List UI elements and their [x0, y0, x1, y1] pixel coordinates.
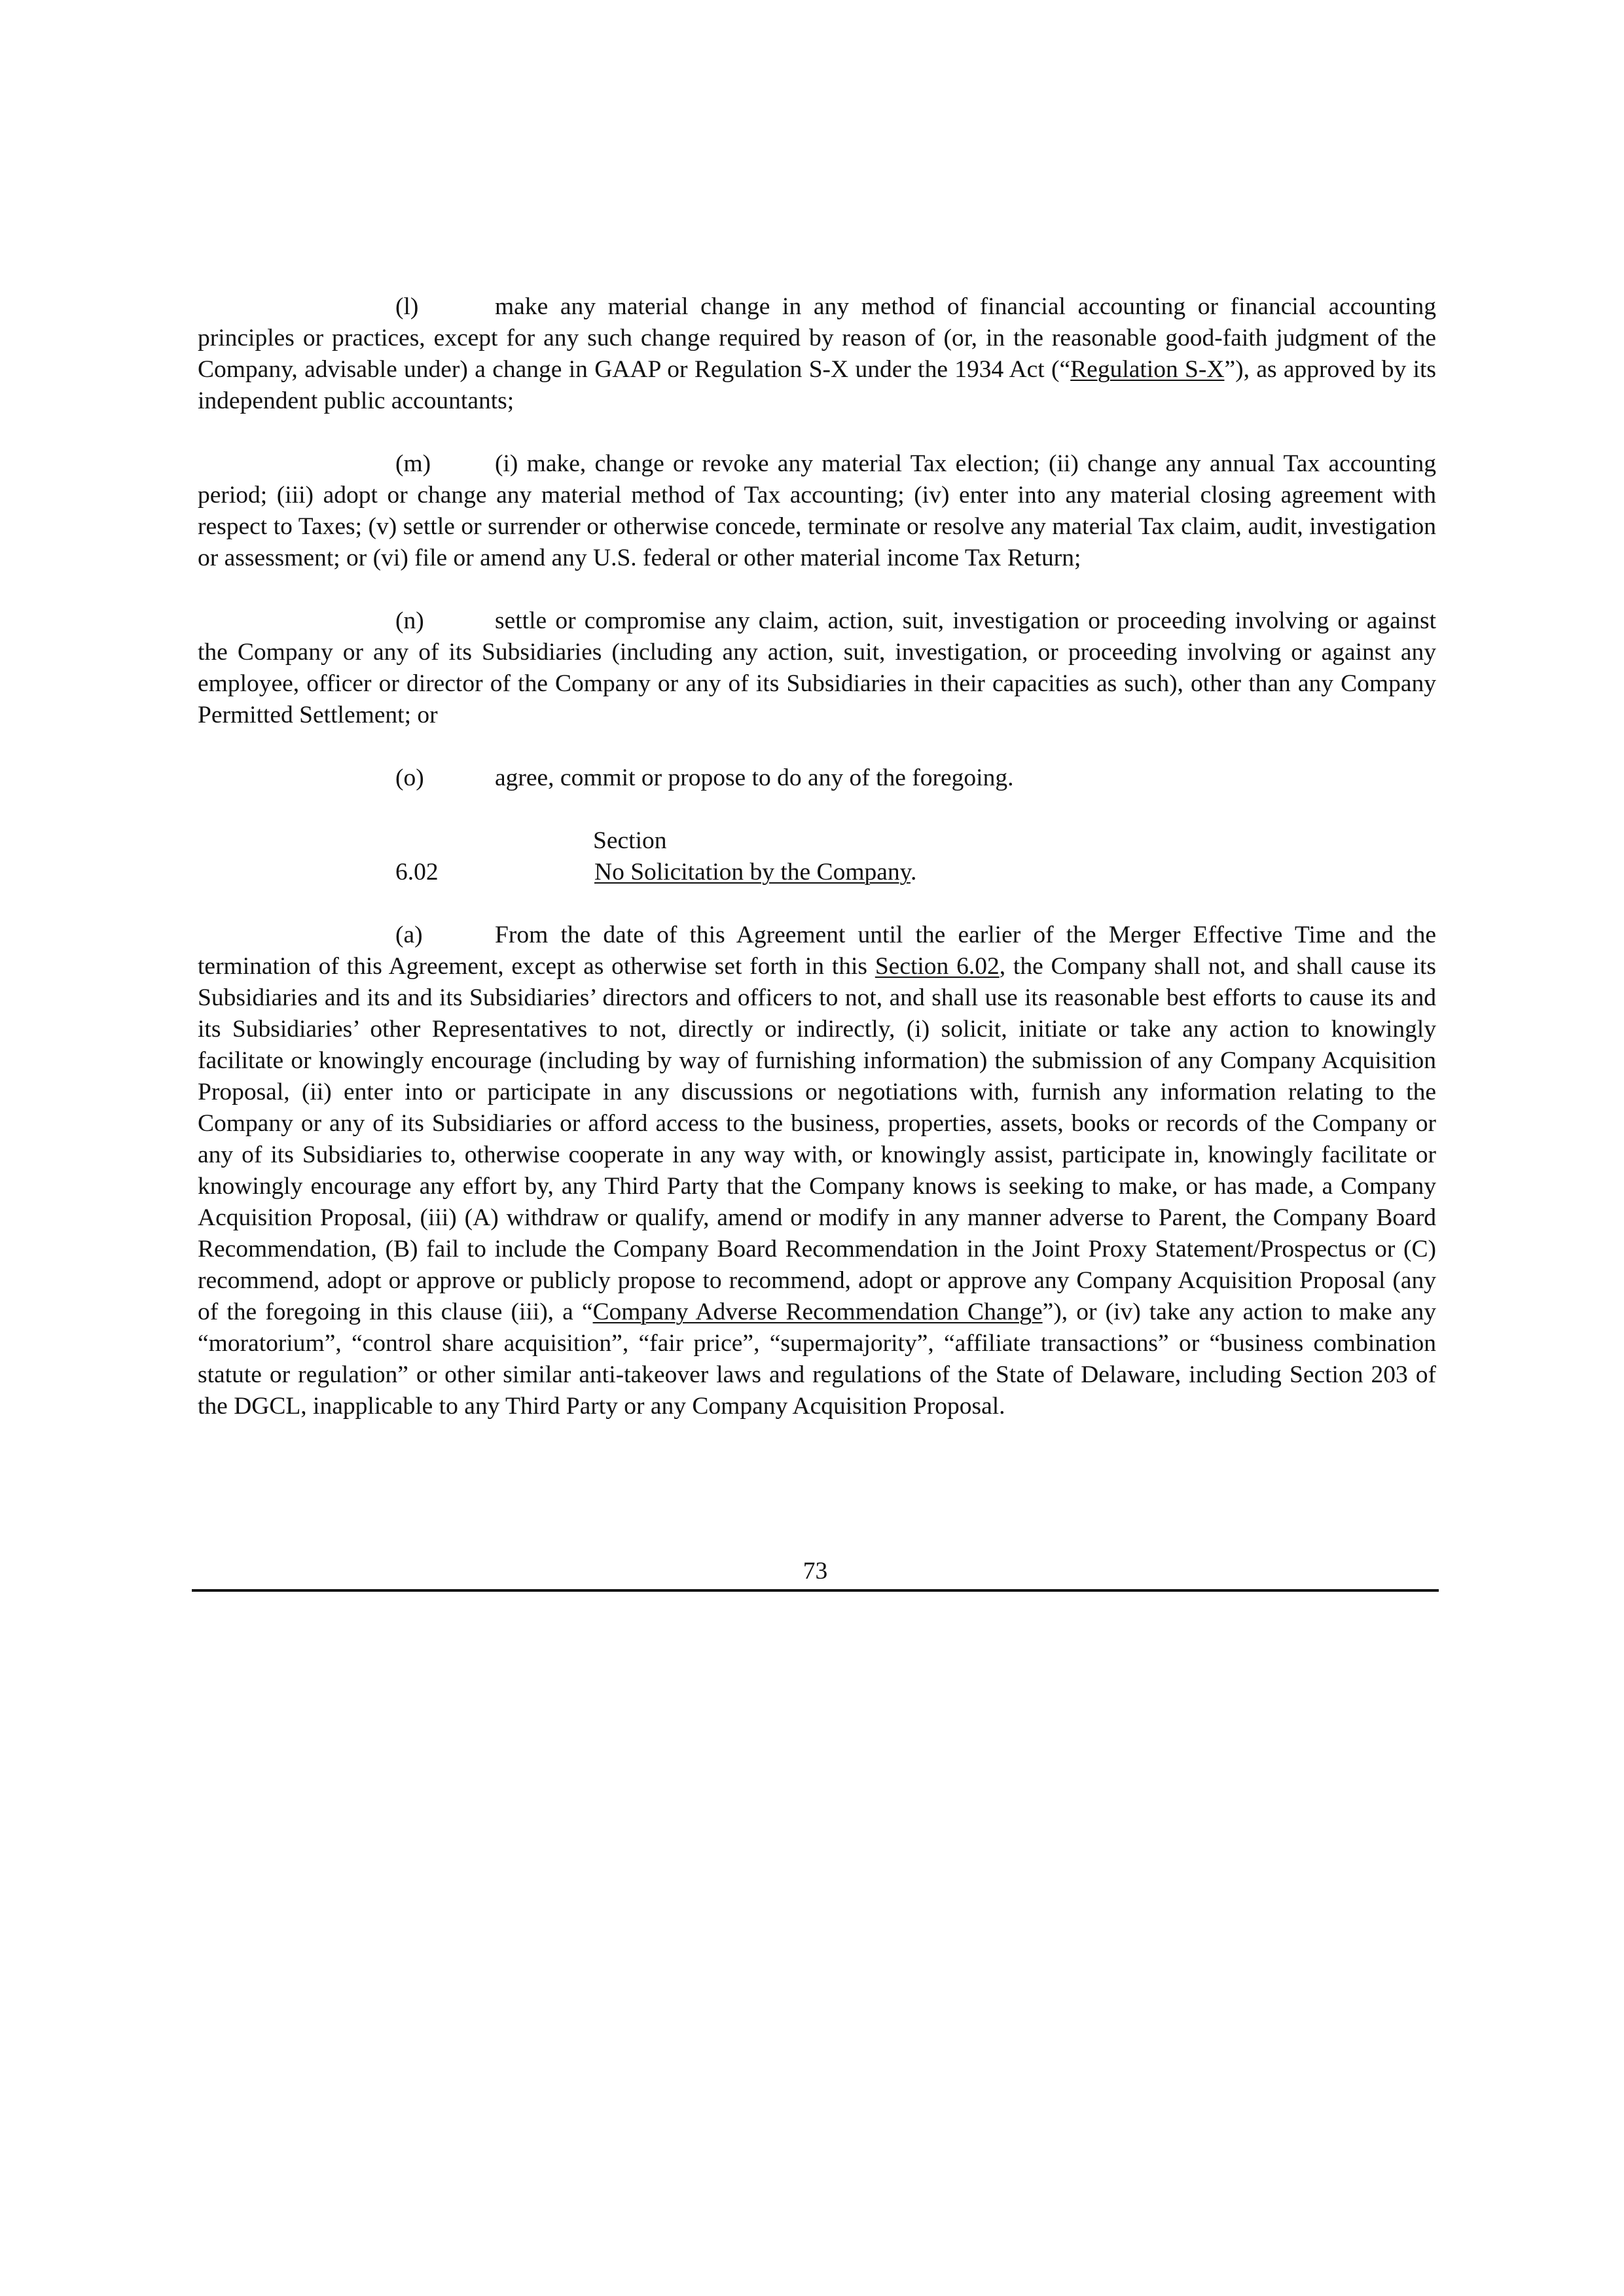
clause-o: [198, 762, 1436, 794]
clause-marker: (n): [395, 607, 424, 634]
clause-marker: (l): [395, 293, 419, 320]
section-number: Section 6.02: [395, 827, 667, 886]
defined-term: Regulation S-X: [1070, 356, 1225, 383]
section-title: No Solicitation by the Company: [594, 859, 911, 886]
clause-l: [198, 291, 1436, 417]
defined-term: Company Adverse Recommendation Change: [592, 1299, 1043, 1325]
page-number: 73: [803, 1558, 828, 1585]
clause-m: [198, 448, 1436, 574]
clause-marker: (m): [395, 450, 431, 477]
clause-text: (i) make, change or revoke any material Tax election; (ii) change any annual Tax accounting period; (iii) adopt or change any material method of Tax accounting; (iv) enter into any material closing agreement with respect to Taxes; (v) settle or surrender or otherwise concede, terminate or resolve any material Tax claim, audit, investigation or assessment; or (vi) file or amend any U.S. federal or other material income Tax Return;: [198, 450, 1436, 571]
document-body: [198, 291, 1436, 1422]
clause-text: make any material change in any method of financial accounting or financial accounting principles or practices, except for any such change required by reason of (or, in the reasonable good-faith judgment of the Company, advisable under) a change in GAAP or Regulation S-X under the 1934 Act (“: [198, 293, 1436, 383]
section-heading: [198, 825, 1436, 888]
clause-a: [198, 920, 1436, 1422]
clause-text-3: ”), or (iv) take any action to make any “moratorium”, “control share acquisition”, “fair price”, “supermajority”, “affiliate transactions” or “business combination statute or regulation” or other similar anti-takeover laws and regulations of the State of Delaware, including Section 203 of the DGCL, inapplicable to any Third Party or any Company Acquisition Proposal.: [198, 1299, 1437, 1420]
clause-text-after: ”), as approved by its independent public accountants;: [198, 356, 1436, 414]
clause-n: [198, 605, 1436, 731]
section-reference: Section 6.02: [875, 953, 1000, 980]
clause-marker: (o): [395, 764, 424, 791]
clause-text: agree, commit or propose to do any of the foregoing.: [495, 764, 1014, 791]
clause-text-1: From the date of this Agreement until the earlier of the Merger Effective Time and the termination of this Agreement, except as otherwise set forth in this: [198, 922, 1436, 980]
clause-marker: (a): [395, 922, 423, 948]
clause-text: settle or compromise any claim, action, suit, investigation or proceeding involving or against the Company or any of its Subsidiaries (including any action, suit, investigation, or proceeding involving or against any employee, officer or director of the Company or any of its Subsidiaries in their capacities as such), other than any Company Permitted Settlement; or: [198, 607, 1436, 728]
clause-text-2: , the Company shall not, and shall cause its Subsidiaries and its and its Subsidiaries’ directors and officers to not, and shall use its reasonable best efforts to cause its and its Subsidiaries’ other Representatives to not, directly or indirectly, (i) solicit, initiate or take any action to knowingly facilitate or knowingly encourage (including by way of furnishing information) the submission of any Company Acquisition Proposal, (ii) enter into or participate in any discussions or negotiations with, furnish any information relating to the Company or any of its Subsidiaries or afford access to the business, properties, assets, books or records of the Company or any of its Subsidiaries to, otherwise cooperate in any way with, or knowingly assist, participate in, knowingly facilitate or knowingly encourage any effort by, any Third Party that the Company knows is seeking to make, or has made, a Company Acquisition Proposal, (iii) (A) withdraw or qualify, amend or modify in any manner adverse to Parent, the Company Board Recommendation, (B) fail to include the Company Board Recommendation in the Joint Proxy Statement/Prospectus or (C) recommend, adopt or approve or publicly propose to recommend, adopt or approve any Company Acquisition Proposal (any of the foregoing in this clause (iii), a “: [198, 953, 1437, 1325]
footer-rule: [192, 1589, 1439, 1592]
section-title-period: .: [910, 859, 917, 886]
